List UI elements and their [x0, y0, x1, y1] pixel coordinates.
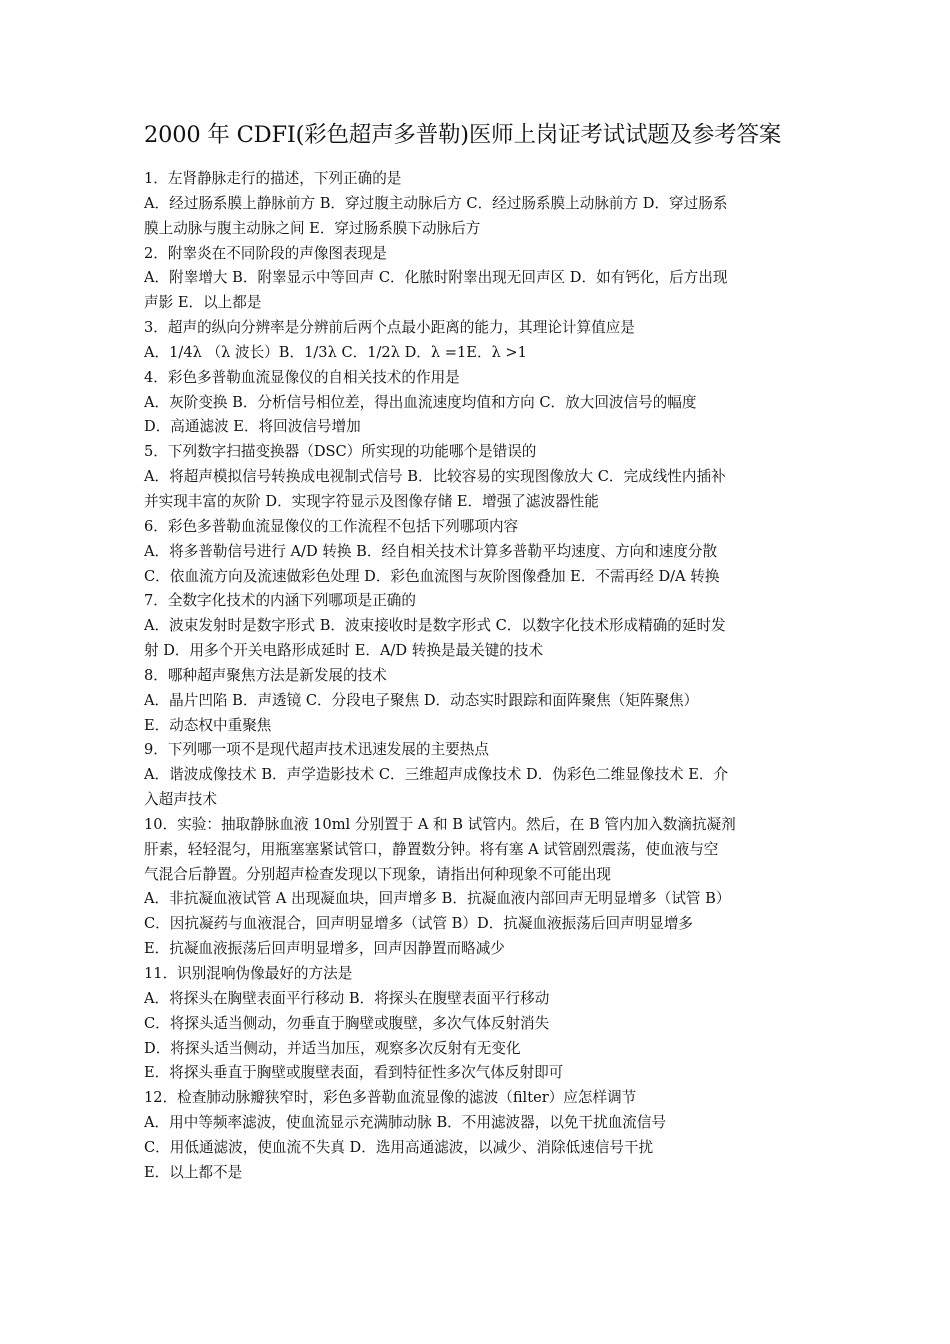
text-line: 入超声技术 — [144, 791, 217, 809]
text-line: 6．彩色多普勒血流显像仪的工作流程不包括下列哪项内容 — [144, 517, 519, 535]
text-line: C．用低通滤波，使血流不失真 D．选用高通滤波，以减少、消除低速信号干扰 — [144, 1138, 654, 1156]
text-line: 9．下列哪一项不是现代超声技术迅速发展的主要热点 — [144, 741, 489, 759]
text-line: C．依血流方向及流速做彩色处理 D．彩色血流图与灰阶图像叠加 E．不需再经 D/A 转换 — [144, 567, 720, 585]
text-line: 2．附睾炎在不同阶段的声像图表现是 — [144, 244, 387, 262]
text-line: A．谐波成像技术 B．声学造影技术 C．三维超声成像技术 D．伪彩色二维显像技术 E．介 — [144, 766, 729, 784]
text-line: 并实现丰富的灰阶 D．实现字符显示及图像存储 E．增强了滤波器性能 — [144, 492, 599, 510]
text-line: A．1/4λ （λ 波长）B．1/3λ C．1/2λ D．λ =1E．λ >1 — [144, 343, 527, 361]
text-line: A．晶片凹陷 B．声透镜 C．分段电子聚焦 D．动态实时跟踪和面阵聚焦（矩阵聚焦） — [144, 691, 699, 709]
text-line: 射 D．用多个开关电路形成延时 E．A/D 转换是最关键的技术 — [144, 642, 544, 660]
text-line: A．灰阶变换 B．分析信号相位差，得出血流速度均值和方向 C．放大回波信号的幅度 — [144, 393, 697, 411]
text-line: 肝素，轻轻混匀，用瓶塞塞紧试管口，静置数分钟。将有塞 A 试管剧烈震荡，使血液与空 — [144, 840, 719, 858]
text-line: 膜上动脉与腹主动脉之间 E．穿过肠系膜下动脉后方 — [144, 219, 481, 237]
text-line: E．以上都不是 — [144, 1163, 243, 1181]
text-line: A．波束发射时是数字形式 B．波束接收时是数字形式 C．以数字化技术形成精确的延时发 — [144, 617, 726, 635]
text-line: C．将探头适当侧动，勿垂直于胸壁或腹壁，多次气体反射消失 — [144, 1014, 550, 1032]
text-line: 10．实验：抽取静脉血液 10ml 分别置于 A 和 B 试管内。然后，在 B 管内加入数滴抗凝剂 — [144, 815, 736, 833]
text-line: A．将超声模拟信号转换成电视制式信号 B．比较容易的实现图像放大 C．完成线性内插补 — [144, 468, 726, 486]
text-line: A．用中等频率滤波，使血流显示充满肺动脉 B．不用滤波器，以免干扰血流信号 — [144, 1114, 667, 1132]
document-title: 2000 年 CDFI(彩色超声多普勒)医师上岗证考试试题及参考答案 — [144, 122, 782, 148]
text-line: 8．哪种超声聚焦方法是新发展的技术 — [144, 666, 387, 684]
text-line: A．将多普勒信号进行 A/D 转换 B．经自相关技术计算多普勒平均速度、方向和速度分散 — [144, 542, 718, 560]
text-line: 1．左肾静脉走行的描述，下列正确的是 — [144, 170, 402, 187]
text-line: E．抗凝血液振荡后回声明显增多，回声因静置而略减少 — [144, 940, 505, 958]
text-line: 11．识别混响伪像最好的方法是 — [144, 965, 353, 982]
text-line: 声影 E．以上都是 — [144, 294, 262, 312]
document-body — [144, 167, 810, 1186]
text-line: 5．下列数字扫描变换器（DSC）所实现的功能哪个是错误的 — [144, 443, 537, 461]
text-line: C．因抗凝药与血液混合，回声明显增多（试管 B）D．抗凝血液振荡后回声明显增多 — [144, 915, 694, 933]
text-line: A．将探头在胸壁表面平行移动 B．将探头在腹壁表面平行移动 — [144, 989, 550, 1007]
text-line: D．高通滤波 E．将回波信号增加 — [144, 418, 361, 436]
text-line: A．经过肠系膜上静脉前方 B．穿过腹主动脉后方 C．经过肠系膜上动脉前方 D．穿过肠系 — [144, 194, 728, 212]
text-line: D．将探头适当侧动，并适当加压，观察多次反射有无变化 — [144, 1039, 521, 1057]
text-line: 12．检查肺动脉瓣狭窄时，彩色多普勒血流显像的滤波（filter）应怎样调节 — [144, 1089, 637, 1107]
text-line: A．非抗凝血液试管 A 出现凝血块，回声增多 B．抗凝血液内部回声无明显增多（试管 B） — [144, 890, 731, 908]
text-line: 气混合后静置。分别超声检查发现以下现象，请指出何种现象不可能出现 — [144, 865, 612, 883]
text-line: A．附睾增大 B．附睾显示中等回声 C．化脓时附睾出现无回声区 D．如有钙化，后方出现 — [144, 269, 728, 287]
text-line: 3．超声的纵向分辨率是分辨前后两个点最小距离的能力，其理论计算值应是 — [144, 319, 635, 337]
text-line: 7．全数字化技术的内涵下列哪项是正确的 — [144, 592, 416, 610]
text-line: E．动态权中重聚焦 — [144, 716, 272, 734]
text-line: E．将探头垂直于胸壁或腹壁表面，看到特征性多次气体反射即可 — [144, 1064, 564, 1082]
text-line: 4．彩色多普勒血流显像仪的自相关技术的作用是 — [144, 368, 460, 386]
